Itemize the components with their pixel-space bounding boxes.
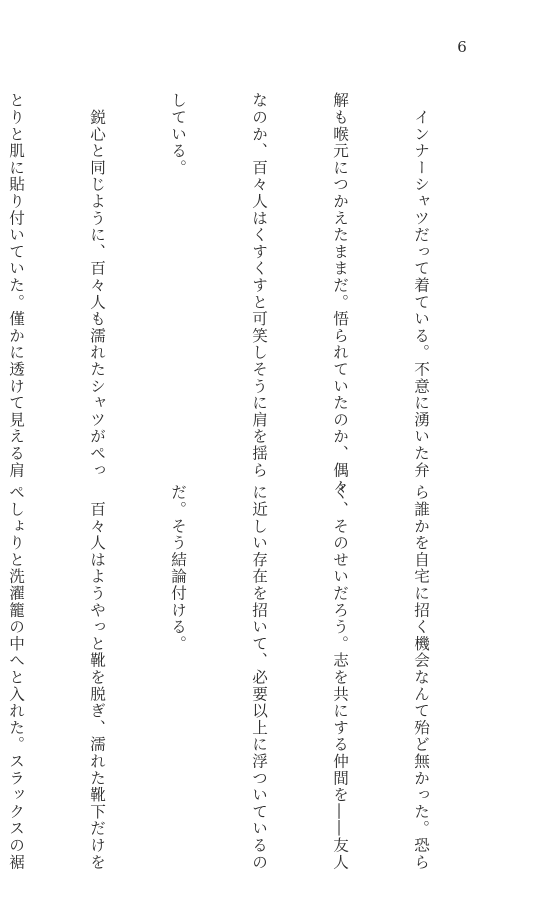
lower-text-block xyxy=(0,484,488,871)
text-line: している。 xyxy=(169,92,187,176)
text-line: 解も喉元につかえたままだ。悟られていたのか、偶々 xyxy=(331,92,349,496)
text-line: く、そのせいだろう。志を共にする仲間を――友人 xyxy=(331,484,349,871)
page-number: 6 xyxy=(457,38,467,56)
text-line: とりと肌に貼り付いていた。僅かに透けて見える肩 xyxy=(7,92,25,479)
text-line: に近しい存在を招いて、必要以上に浮ついているの xyxy=(250,484,268,871)
text-line: だ。そう結論付ける。 xyxy=(169,484,187,652)
text-line: インナーシャツだって着ている。不意に湧いた弁 xyxy=(412,92,430,479)
text-line: 鋭心と同じように、百々人も濡れたシャツがぺっ xyxy=(88,92,106,479)
text-line: ぺしょりと洗濯籠の中へと入れた。スラックスの裾 xyxy=(7,484,25,871)
upper-text-block xyxy=(0,92,488,496)
text-line: 百々人はようやっと靴を脱ぎ、濡れた靴下だけを xyxy=(88,484,106,871)
text-line: なのか、百々人はくすくすと可笑しそうに肩を揺ら xyxy=(250,92,268,479)
text-line: ら誰かを自宅に招く機会なんて殆ど無かった。恐ら xyxy=(412,484,430,871)
